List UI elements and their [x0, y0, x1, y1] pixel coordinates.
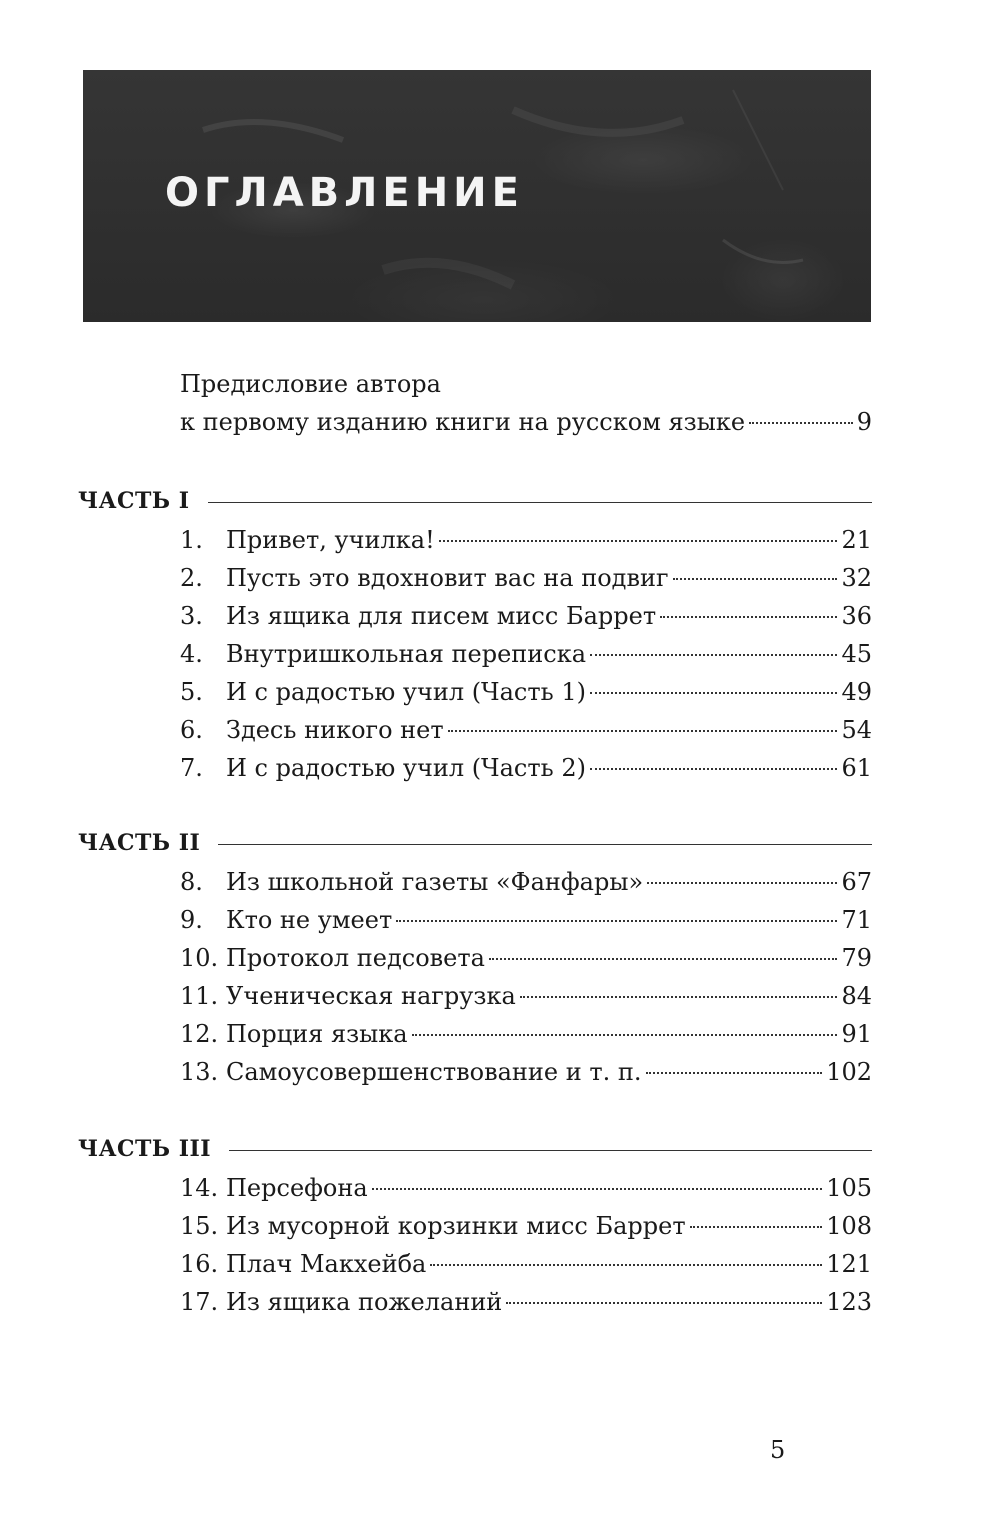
toc-entry[interactable] — [180, 1212, 872, 1250]
entry-number: 10. — [180, 944, 219, 972]
dot-leader — [489, 958, 837, 960]
preface-page-number: 9 — [856, 408, 872, 436]
dot-leader — [506, 1302, 822, 1304]
entry-number: 8. — [180, 868, 203, 896]
toc-entry[interactable] — [180, 678, 872, 716]
part-title: ЧАСТЬ III — [78, 1136, 212, 1162]
dot-leader — [647, 882, 837, 884]
entry-title: Привет, училка! — [226, 526, 435, 554]
entry-page: 54 — [841, 716, 872, 744]
entry-title: Из школьной газеты «Фанфары» — [226, 868, 644, 896]
entry-page: 105 — [826, 1174, 872, 1202]
entry-number: 3. — [180, 602, 203, 630]
dot-leader — [660, 616, 837, 618]
entry-number: 11. — [180, 982, 219, 1010]
entry-title: Персефона — [226, 1174, 368, 1202]
toc-part-1 — [78, 488, 872, 792]
page-number: 5 — [770, 1436, 786, 1464]
part-heading — [78, 830, 872, 868]
entry-page: 45 — [841, 640, 872, 668]
entry-number: 1. — [180, 526, 203, 554]
entry-title: Здесь никого нет — [226, 716, 444, 744]
entry-title: Порция языка — [226, 1020, 408, 1048]
toc-entry[interactable] — [180, 564, 872, 602]
toc-part-3 — [78, 1136, 872, 1326]
entry-number: 9. — [180, 906, 203, 934]
page-title: ОГЛАВЛЕНИЕ — [165, 170, 524, 216]
entry-page: 61 — [841, 754, 872, 782]
toc-entry[interactable] — [180, 602, 872, 640]
preface-title-line-2: к первому изданию книги на русском языке — [180, 408, 746, 436]
part-rule — [218, 844, 872, 845]
chalkboard-banner — [83, 70, 871, 322]
entry-title: Самоусовершенствование и т. п. — [226, 1058, 642, 1086]
entry-number: 7. — [180, 754, 203, 782]
entry-number: 13. — [180, 1058, 219, 1086]
dot-leader — [673, 578, 838, 580]
entry-title: Пусть это вдохновит вас на подвиг — [226, 564, 669, 592]
entry-number: 2. — [180, 564, 203, 592]
toc-preface-entry[interactable] — [180, 370, 872, 446]
entry-title: Плач Макхейба — [226, 1250, 427, 1278]
part-rule — [229, 1150, 872, 1151]
part-entries — [180, 1174, 872, 1326]
part-title: ЧАСТЬ II — [78, 830, 201, 856]
toc-entry[interactable] — [180, 982, 872, 1020]
entry-title: Из ящика пожеланий — [226, 1288, 503, 1316]
entry-title: Из ящика для писем мисс Баррет — [226, 602, 657, 630]
part-heading — [78, 1136, 872, 1174]
entry-number: 14. — [180, 1174, 219, 1202]
part-heading — [78, 488, 872, 526]
preface-title-line-1: Предисловие автора — [180, 370, 441, 398]
dot-leader — [520, 996, 838, 998]
entry-title: Из мусорной корзинки мисс Баррет — [226, 1212, 686, 1240]
part-rule — [208, 502, 873, 503]
toc-entry[interactable] — [180, 1058, 872, 1096]
dot-leader — [372, 1188, 823, 1190]
entry-number: 12. — [180, 1020, 219, 1048]
entry-page: 84 — [841, 982, 872, 1010]
entry-page: 71 — [841, 906, 872, 934]
entry-title: И с радостью учил (Часть 1) — [226, 678, 586, 706]
preface-line-2 — [180, 408, 872, 446]
toc-part-2 — [78, 830, 872, 1096]
dot-leader — [749, 422, 853, 424]
dot-leader — [439, 540, 838, 542]
toc-entry[interactable] — [180, 1288, 872, 1326]
dot-leader — [396, 920, 837, 922]
dot-leader — [448, 730, 838, 732]
entry-page: 49 — [841, 678, 872, 706]
dot-leader — [590, 654, 837, 656]
entry-number: 17. — [180, 1288, 219, 1316]
toc-entry[interactable] — [180, 868, 872, 906]
entry-page: 36 — [841, 602, 872, 630]
toc-entry[interactable] — [180, 640, 872, 678]
entry-page: 67 — [841, 868, 872, 896]
dot-leader — [412, 1034, 838, 1036]
entry-title: Ученическая нагрузка — [226, 982, 516, 1010]
entry-page: 32 — [841, 564, 872, 592]
preface-line-1 — [180, 370, 872, 408]
entry-number: 4. — [180, 640, 203, 668]
toc-entry[interactable] — [180, 1020, 872, 1058]
toc-entry[interactable] — [180, 906, 872, 944]
toc-entry[interactable] — [180, 1250, 872, 1288]
dot-leader — [646, 1072, 823, 1074]
dot-leader — [430, 1264, 822, 1266]
entry-page: 121 — [826, 1250, 872, 1278]
entry-title: Внутришкольная переписка — [226, 640, 587, 668]
part-title: ЧАСТЬ I — [78, 488, 190, 514]
entry-page: 91 — [841, 1020, 872, 1048]
toc-entry[interactable] — [180, 526, 872, 564]
entry-title: И с радостью учил (Часть 2) — [226, 754, 586, 782]
entry-page: 102 — [826, 1058, 872, 1086]
entry-title: Кто не умеет — [226, 906, 393, 934]
entry-page: 21 — [841, 526, 872, 554]
toc-entry[interactable] — [180, 1174, 872, 1212]
entry-number: 5. — [180, 678, 203, 706]
toc-entry[interactable] — [180, 754, 872, 792]
entry-number: 6. — [180, 716, 203, 744]
toc-entry[interactable] — [180, 944, 872, 982]
toc-entry[interactable] — [180, 716, 872, 754]
entry-number: 15. — [180, 1212, 219, 1240]
dot-leader — [590, 768, 837, 770]
dot-leader — [590, 692, 837, 694]
entry-page: 123 — [826, 1288, 872, 1316]
part-entries — [180, 526, 872, 792]
entry-title: Протокол педсовета — [226, 944, 485, 972]
part-entries — [180, 868, 872, 1096]
entry-number: 16. — [180, 1250, 219, 1278]
dot-leader — [690, 1226, 823, 1228]
entry-page: 108 — [826, 1212, 872, 1240]
entry-page: 79 — [841, 944, 872, 972]
